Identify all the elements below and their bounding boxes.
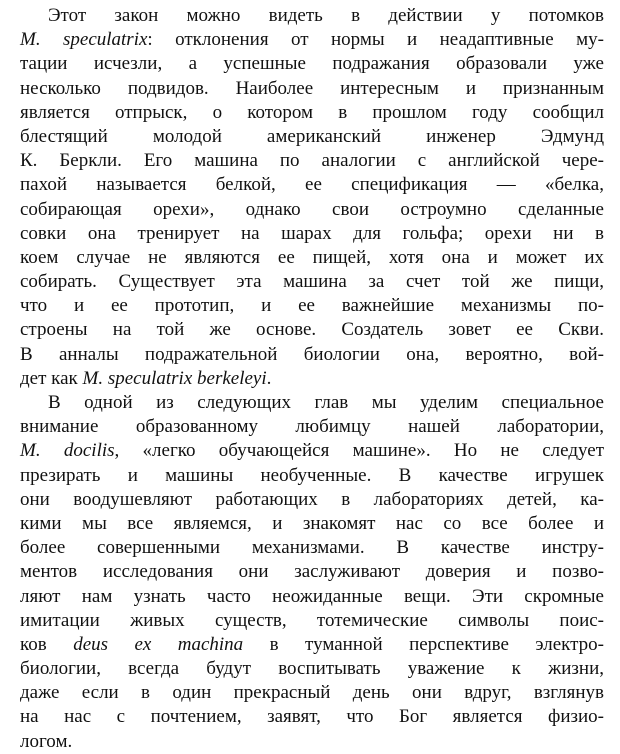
- text-line: [20, 28, 604, 52]
- text-line: [20, 198, 604, 222]
- text-line: [20, 294, 604, 318]
- italic-term: M. docilis: [20, 440, 115, 462]
- text-line: [20, 367, 604, 391]
- text-run: К. Беркли. Его машина по аналогии с английской чере-: [20, 150, 604, 172]
- text-line: [20, 730, 604, 754]
- text-line: [20, 343, 604, 367]
- text-line: [20, 246, 604, 270]
- text-run: является отпрыск, о котором в прошлом году сообщил: [20, 101, 604, 123]
- text-line: [20, 512, 604, 536]
- text-line: [20, 585, 604, 609]
- text-run: : отклонения от нормы и неадаптивные му-: [147, 29, 604, 51]
- text-run: пахой называется белкой, ее спецификация — «белка,: [20, 174, 604, 196]
- text-line: [20, 77, 604, 101]
- text-line: [20, 101, 604, 125]
- book-page: [20, 4, 604, 754]
- text-run: коем случае не являются ее пищей, хотя она и может их: [20, 246, 604, 268]
- text-run: даже если в один прекрасный день они вдруг, взглянув: [20, 682, 604, 704]
- paragraph: [20, 4, 604, 391]
- text-run: презирать и машины необученные. В качестве игрушек: [20, 464, 604, 486]
- text-run: более совершенными механизмами. В качестве инстру-: [20, 537, 604, 559]
- text-line: [20, 52, 604, 76]
- text-run: совки она тренирует на шарах для гольфа; орехи ни в: [20, 222, 604, 244]
- text-run: внимание образованному любимцу нашей лаборатории,: [20, 416, 604, 438]
- italic-term: deus ex machina: [73, 633, 244, 655]
- text-line: [20, 125, 604, 149]
- text-run: В одной из следующих глав мы уделим специальное: [48, 392, 604, 413]
- text-run: Этот закон можно видеть в действии у потомков: [48, 5, 604, 26]
- text-line: [20, 270, 604, 294]
- text-run: ментов исследования они заслуживают доверия и позво-: [20, 561, 604, 583]
- text-run: , «легко обучающейся машине». Но не следует: [114, 440, 604, 462]
- text-run: биологии, всегда будут воспитывать уважение к жизни,: [20, 658, 604, 680]
- text-line: [20, 222, 604, 246]
- text-line: [20, 488, 604, 512]
- text-line: [20, 609, 604, 633]
- text-run: строены на той же основе. Создатель зовет ее Скви.: [20, 319, 604, 341]
- text-run: несколько подвидов. Наиболее интересным и признанным: [20, 77, 604, 99]
- text-line: [20, 560, 604, 584]
- text-line: [20, 705, 604, 729]
- text-line: [20, 173, 604, 197]
- text-line: [20, 415, 604, 439]
- text-line: [20, 439, 604, 463]
- text-run: собирающая орехи», однако свои остроумно сделанные: [20, 198, 604, 220]
- text-line: [20, 318, 604, 342]
- text-line: [20, 464, 604, 488]
- italic-term: M. speculatrix berkeleyi: [82, 367, 267, 389]
- text-run: кими мы все являемся, и знакомят нас со все более и: [20, 512, 604, 534]
- text-line: [20, 4, 604, 28]
- text-run: логом.: [20, 730, 73, 752]
- text-run: дет как: [20, 367, 83, 389]
- text-run: .: [266, 367, 272, 389]
- text-run: ков: [20, 633, 74, 655]
- text-run: в туманной перспективе электро-: [243, 633, 604, 655]
- text-run: что и ее прототип, и ее важнейшие механизмы по-: [20, 295, 604, 317]
- text-run: ляют нам узнать часто неожиданные вещи. Эти скромные: [20, 585, 604, 607]
- text-line: [20, 536, 604, 560]
- text-run: они воодушевляют работающих в лабораториях детей, ка-: [20, 488, 604, 510]
- text-line: [20, 657, 604, 681]
- text-run: на нас с почтением, заявят, что Бог является физио-: [20, 706, 604, 728]
- italic-term: M. speculatrix: [20, 29, 148, 51]
- paragraph: [20, 391, 604, 754]
- text-run: В анналы подражательной биологии она, вероятно, вой-: [20, 343, 604, 365]
- text-line: [20, 391, 604, 415]
- text-line: [20, 633, 604, 657]
- text-line: [20, 681, 604, 705]
- text-run: имитации живых существ, тотемические символы поис-: [20, 609, 604, 631]
- text-run: собирать. Существует эта машина за счет той же пищи,: [20, 271, 604, 293]
- text-run: тации исчезли, а успешные подражания образовали уже: [20, 53, 604, 75]
- text-line: [20, 149, 604, 173]
- text-run: блестящий молодой американский инженер Эдмунд: [20, 125, 604, 147]
